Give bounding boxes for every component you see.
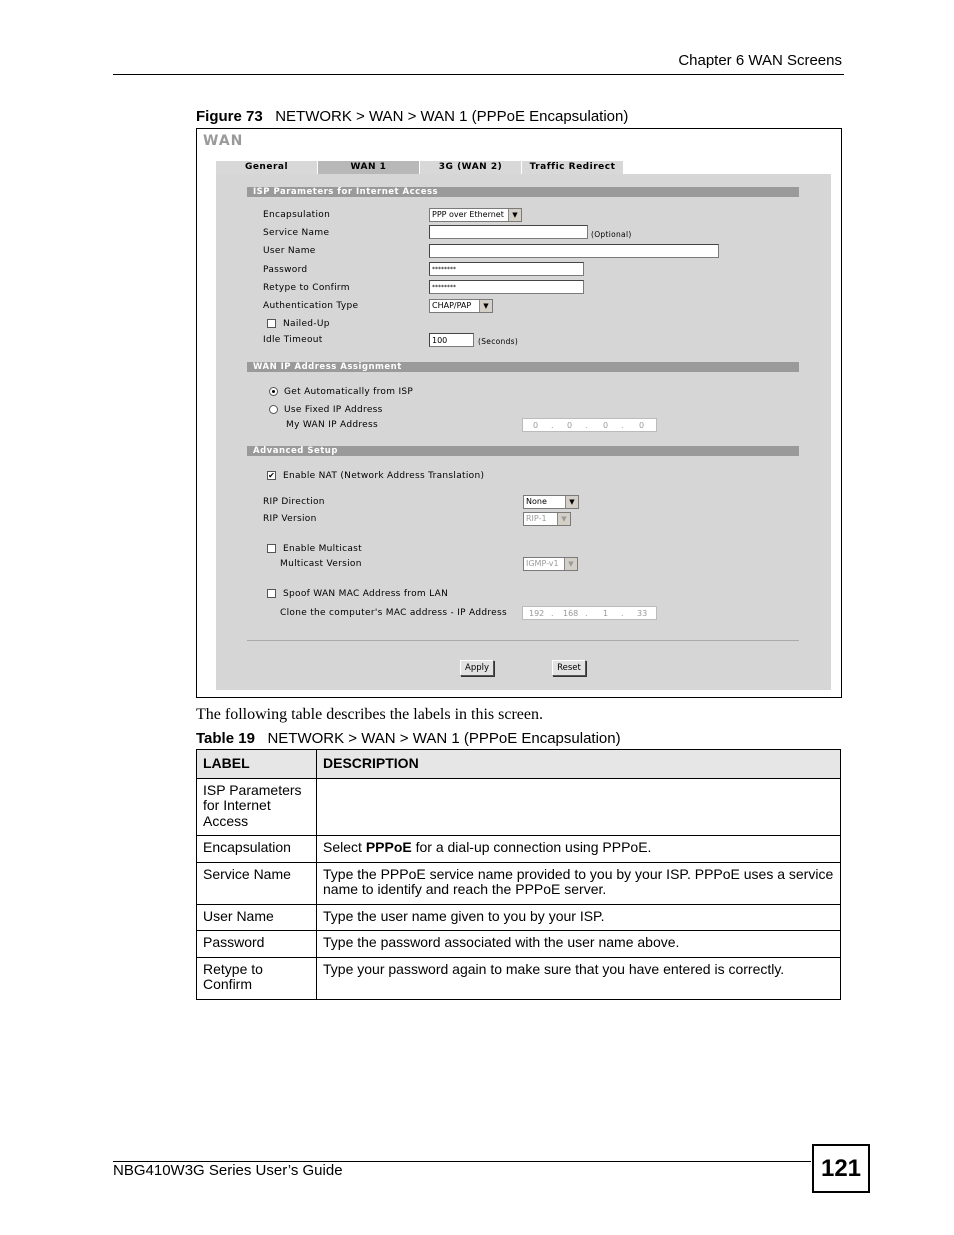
seconds-hint: (Seconds) — [478, 337, 519, 346]
table-number: Table 19 — [196, 730, 255, 747]
use-fixed-label: Use Fixed IP Address — [284, 405, 383, 415]
row-description: Type the password associated with the user name above. — [317, 931, 841, 958]
table-title: NETWORK > WAN > WAN 1 (PPPoE Encapsulation) — [267, 730, 621, 747]
chevron-down-icon: ▼ — [565, 496, 578, 508]
idle-timeout-input[interactable]: 100 — [429, 333, 474, 347]
auth-type-select[interactable]: CHAP/PAP ▼ — [429, 299, 493, 313]
row-label: Service Name — [197, 862, 317, 904]
password-input[interactable]: ******** — [429, 262, 584, 276]
multicast-version-select[interactable]: IGMP-v1 ▼ — [523, 557, 578, 571]
spoof-mac-checkbox[interactable] — [267, 589, 276, 598]
label-description-table — [196, 749, 841, 1000]
figure-caption — [196, 108, 628, 125]
tab-3g-wan2[interactable]: 3G (WAN 2) — [420, 161, 522, 174]
spoof-mac-label: Spoof WAN MAC Address from LAN — [283, 589, 449, 599]
row-description: Type the PPPoE service name provided to you by your ISP. PPPoE uses a service name to identify and reach the PPPoE server. — [317, 862, 841, 904]
nat-checkbox[interactable]: ✔ — [268, 471, 275, 480]
retype-label: Retype to Confirm — [263, 283, 350, 293]
rip-direction-label: RIP Direction — [263, 497, 325, 507]
nat-label: Enable NAT (Network Address Translation) — [283, 471, 485, 481]
settings-panel — [216, 174, 831, 690]
service-name-input[interactable] — [429, 225, 588, 239]
tab-bar — [216, 161, 623, 174]
row-description: Type the user name given to you by your ISP. — [317, 904, 841, 931]
encapsulation-label: Encapsulation — [263, 210, 331, 220]
button-separator — [247, 640, 799, 641]
my-wan-ip-input[interactable]: 0 . 0 . 0 . 0 — [522, 418, 657, 432]
optional-hint: (Optional) — [591, 230, 632, 239]
rip-version-label: RIP Version — [263, 514, 317, 524]
chevron-down-icon: ▼ — [508, 209, 521, 221]
tab-wan1[interactable]: WAN 1 — [318, 161, 420, 174]
clone-ip-input[interactable]: 192 . 168 . 1 . 33 — [522, 606, 657, 620]
row-label: Encapsulation — [197, 836, 317, 863]
get-auto-label: Get Automatically from ISP — [284, 387, 414, 397]
wan-screenshot — [196, 128, 842, 698]
user-name-input[interactable] — [429, 244, 719, 258]
nailed-up-checkbox[interactable] — [267, 319, 276, 328]
table-row — [197, 904, 841, 931]
row-description — [317, 778, 841, 836]
encapsulation-select[interactable]: PPP over Ethernet ▼ — [429, 208, 522, 222]
service-name-label: Service Name — [263, 228, 330, 238]
isp-section-header: ISP Parameters for Internet Access — [247, 187, 799, 197]
clone-mac-label: Clone the computer's MAC address - IP Address — [280, 608, 507, 618]
row-label: Password — [197, 931, 317, 958]
wan-ip-section-header: WAN IP Address Assignment — [247, 362, 799, 372]
get-auto-radio[interactable] — [269, 387, 278, 396]
tab-general[interactable]: General — [216, 161, 318, 174]
auth-type-label: Authentication Type — [263, 301, 359, 311]
use-fixed-radio[interactable] — [269, 405, 278, 414]
multicast-enable-label: Enable Multicast — [283, 544, 362, 554]
figure-number: Figure 73 — [196, 108, 263, 125]
description-column-header: DESCRIPTION — [317, 750, 841, 779]
chapter-header: Chapter 6 WAN Screens — [678, 52, 842, 69]
my-wan-ip-label: My WAN IP Address — [286, 420, 378, 430]
password-label: Password — [263, 265, 308, 275]
row-description: Type your password again to make sure that you have entered is correctly. — [317, 957, 841, 999]
table-row — [197, 931, 841, 958]
rip-version-select[interactable]: RIP-1 ▼ — [523, 512, 571, 526]
rip-direction-select[interactable]: None ▼ — [523, 495, 579, 509]
reset-button[interactable]: Reset — [552, 660, 586, 676]
idle-timeout-label: Idle Timeout — [263, 335, 323, 345]
row-label: User Name — [197, 904, 317, 931]
guide-title: NBG410W3G Series User’s Guide — [113, 1162, 343, 1179]
row-description: Select PPPoE for a dial-up connection using PPPoE. — [317, 836, 841, 863]
table-row — [197, 957, 841, 999]
table-caption — [196, 730, 621, 747]
multicast-version-label: Multicast Version — [280, 559, 362, 569]
chevron-down-icon: ▼ — [479, 300, 492, 312]
tab-traffic-redirect[interactable]: Traffic Redirect — [522, 161, 624, 174]
table-header-row — [197, 750, 841, 779]
header-rule — [113, 74, 844, 75]
label-column-header: LABEL — [197, 750, 317, 779]
table-row — [197, 778, 841, 836]
table-row — [197, 862, 841, 904]
table-row — [197, 836, 841, 863]
row-label: ISP Parameters for Internet Access — [197, 778, 317, 836]
chevron-down-icon: ▼ — [557, 513, 570, 525]
row-label: Retype to Confirm — [197, 957, 317, 999]
advanced-section-header: Advanced Setup — [247, 446, 799, 456]
page-number: 121 — [812, 1144, 870, 1193]
apply-button[interactable]: Apply — [460, 660, 494, 676]
user-name-label: User Name — [263, 246, 316, 256]
chevron-down-icon: ▼ — [564, 558, 577, 570]
nailed-up-label: Nailed-Up — [283, 319, 330, 329]
retype-input[interactable]: ******** — [429, 280, 584, 294]
intro-text: The following table describes the labels in this screen. — [196, 706, 544, 723]
multicast-checkbox[interactable] — [267, 544, 276, 553]
figure-title: NETWORK > WAN > WAN 1 (PPPoE Encapsulation) — [275, 108, 629, 125]
screen-title: WAN — [203, 133, 244, 149]
